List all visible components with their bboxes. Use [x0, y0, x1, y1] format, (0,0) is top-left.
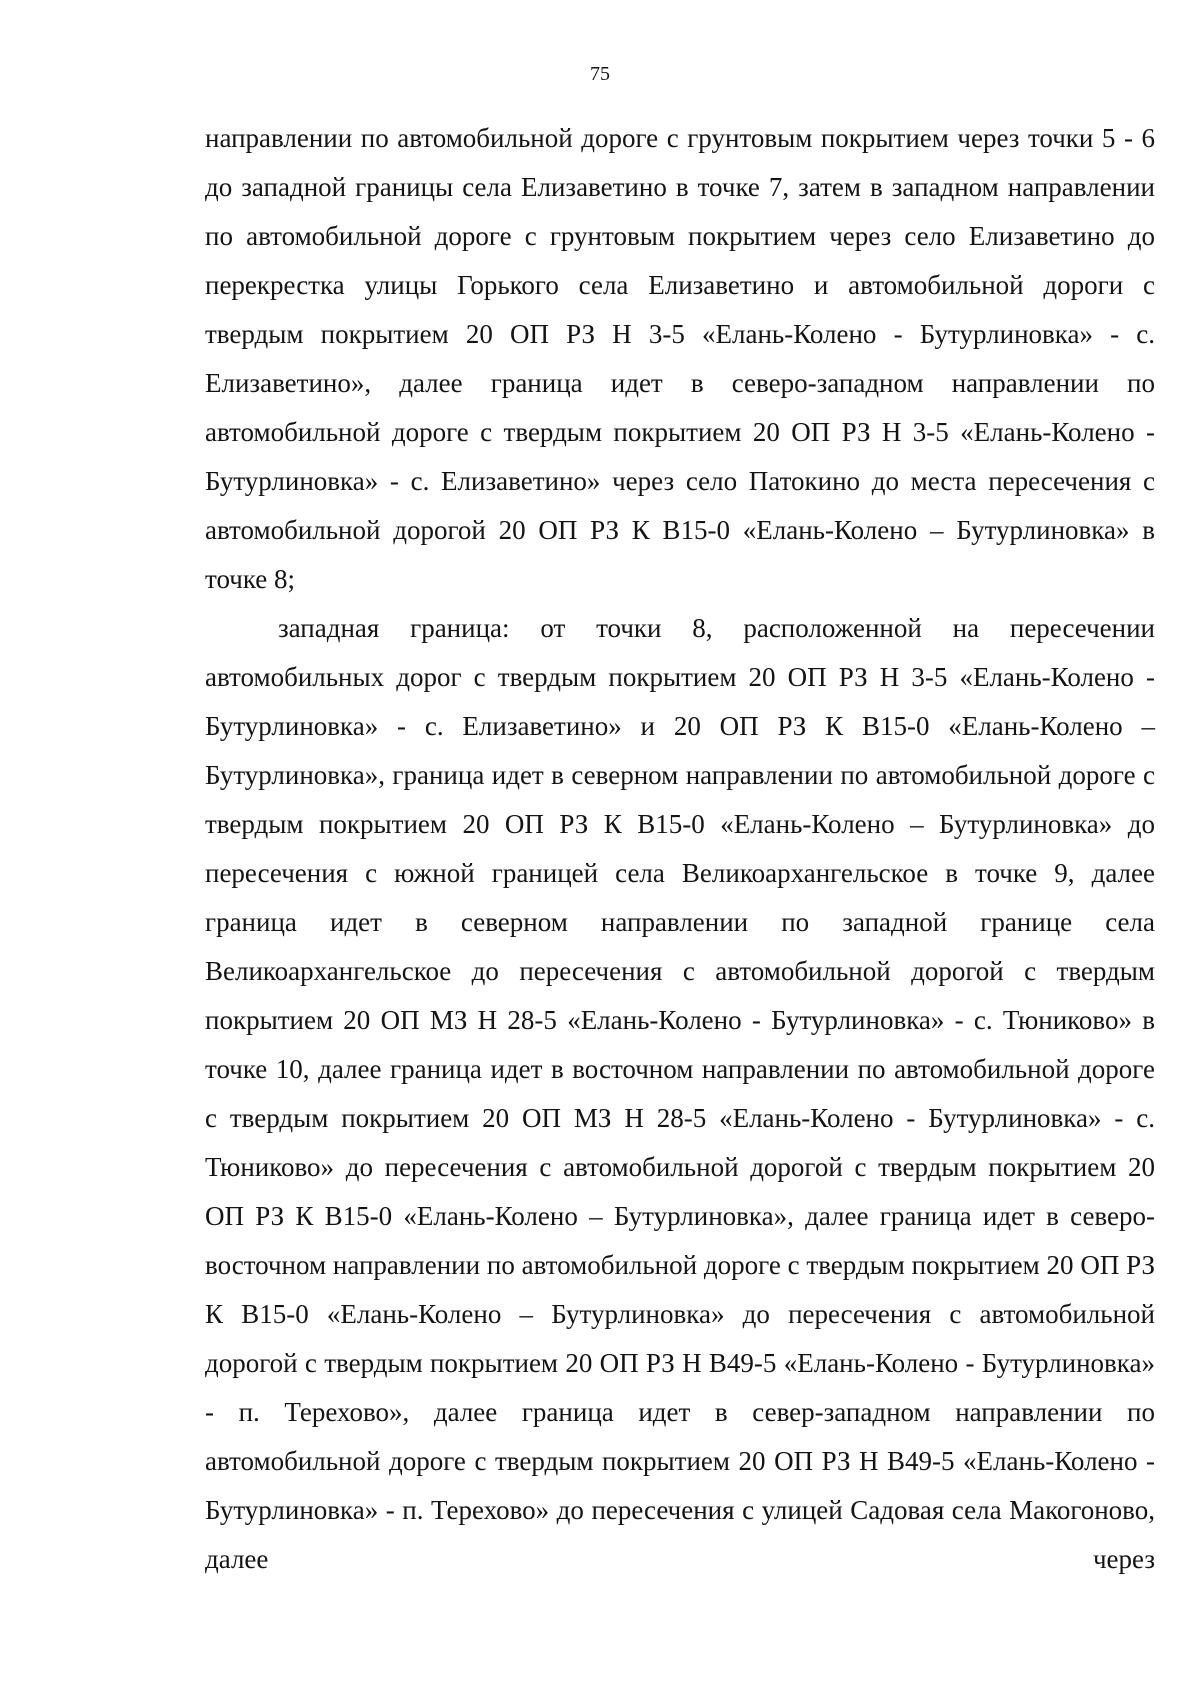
paragraph-western-boundary: западная граница: от точки 8, расположенной на пересечении автомобильных дорог с твердым покрытием 20 ОП РЗ Н 3-5 «Елань-Колено - Бутурлиновка» - с. Елизаветино» и 20 ОП РЗ К В15-0 «Елань-Колено – Бутурлиновка», граница идет в северном направлении по автомобильной дороге с твердым покрытием 20 ОП РЗ К В15-0 «Елань-Колено – Бутурлиновка» до пересечения с южной границей села Великоархангельское в точке 9, далее граница идет в северном направлении по западной границе села Великоархангельское до пересечения с автомобильной дорогой с твердым покрытием 20 ОП МЗ Н 28-5 «Елань-Колено - Бутурлиновка» - с. Тюниково» в точке 10, далее граница идет в восточном направлении по автомобильной дороге с твердым покрытием 20 ОП МЗ Н 28-5 «Елань-Колено - Бутурлиновка» - с. Тюниково» до пересечения с автомобильной дорогой с твердым покрытием 20 ОП РЗ К В15-0 «Елань-Колено – Бутурлиновка», далее граница идет в северо-восточном направлении по автомобильной дороге с твердым покрытием 20 ОП РЗ К В15-0 «Елань-Колено – Бутурлиновка» до пересечения с автомобильной дорогой с твердым покрытием 20 ОП РЗ Н В49-5 «Елань-Колено - Бутурлиновка» - п. Терехово», далее граница идет в север-западном направлении по автомобильной дороге с твердым покрытием 20 ОП РЗ Н В49-5 «Елань-Колено - Бутурлиновка» - п. Терехово» до пересечения с улицей Садовая села Макогоново, далее через	[205, 613, 1155, 1574]
page-number: 75	[590, 63, 610, 85]
paragraph-continuation: направлении по автомобильной дороге с грунтовым покрытием через точки 5 - 6 до западной границы села Елизаветино в точке 7, затем в западном направлении по автомобильной дороге с грунтовым покрытием через село Елизаветино до перекрестка улицы Горького села Елизаветино и автомобильной дороги с твердым покрытием 20 ОП РЗ Н 3-5 «Елань-Колено - Бутурлиновка» - с. Елизаветино», далее граница идет в северо-западном направлении по автомобильной дороге с твердым покрытием 20 ОП РЗ Н 3-5 «Елань-Колено - Бутурлиновка» - с. Елизаветино» через село Патокино до места пересечения с автомобильной дорогой 20 ОП РЗ К В15-0 «Елань-Колено – Бутурлиновка» в точке 8;	[205, 123, 1155, 594]
document-body	[205, 114, 1155, 1584]
